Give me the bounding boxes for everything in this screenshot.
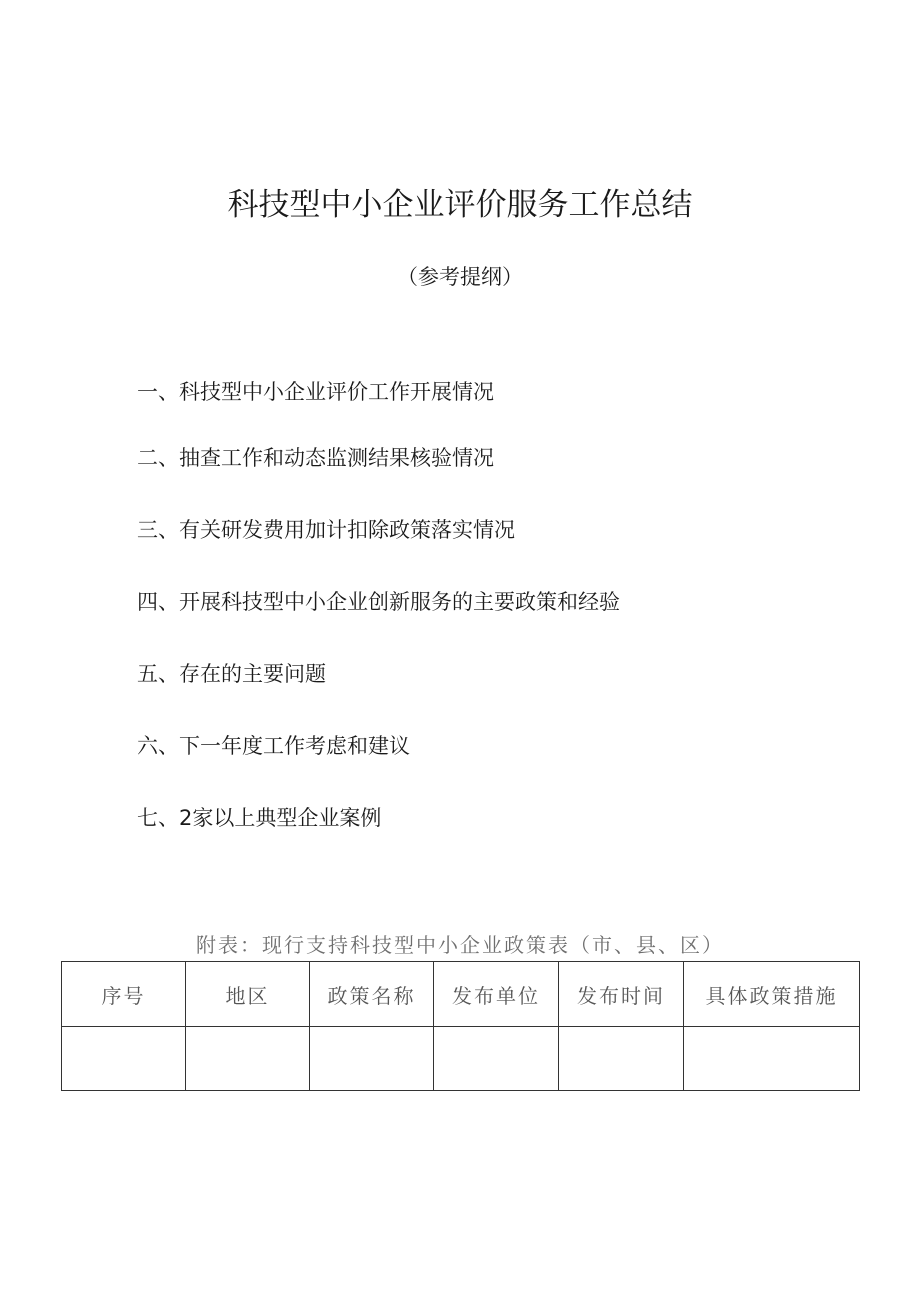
- column-header-index: 序号: [62, 962, 186, 1027]
- outline-item-6: 六、下一年度工作考虑和建议: [137, 734, 410, 758]
- column-header-issuer: 发布单位: [434, 962, 559, 1027]
- document-title: 科技型中小企业评价服务工作总结: [227, 187, 693, 223]
- column-header-issue-date: 发布时间: [559, 962, 684, 1027]
- outline-item-2: 二、抽查工作和动态监测结果核验情况: [137, 446, 494, 470]
- table-header-row: [62, 962, 860, 1027]
- table-row: [62, 1027, 860, 1091]
- table-cell: [434, 1027, 559, 1091]
- outline-item-7: 七、2家以上典型企业案例: [137, 806, 382, 830]
- outline-item-1: 一、科技型中小企业评价工作开展情况: [137, 380, 494, 404]
- table-cell: [559, 1027, 684, 1091]
- appendix-caption: 附表：现行支持科技型中小企业政策表（市、县、区）: [196, 933, 724, 957]
- table-cell: [310, 1027, 434, 1091]
- outline-item-3: 三、有关研发费用加计扣除政策落实情况: [137, 518, 515, 542]
- outline-item-5: 五、存在的主要问题: [137, 662, 326, 686]
- column-header-policy-name: 政策名称: [310, 962, 434, 1027]
- document-subtitle: （参考提纲）: [397, 265, 523, 289]
- column-header-region: 地区: [186, 962, 310, 1027]
- column-header-measures: 具体政策措施: [684, 962, 860, 1027]
- table-cell: [186, 1027, 310, 1091]
- outline-item-4: 四、开展科技型中小企业创新服务的主要政策和经验: [137, 590, 620, 614]
- policy-table: [61, 961, 860, 1091]
- table-cell: [684, 1027, 860, 1091]
- table-cell: [62, 1027, 186, 1091]
